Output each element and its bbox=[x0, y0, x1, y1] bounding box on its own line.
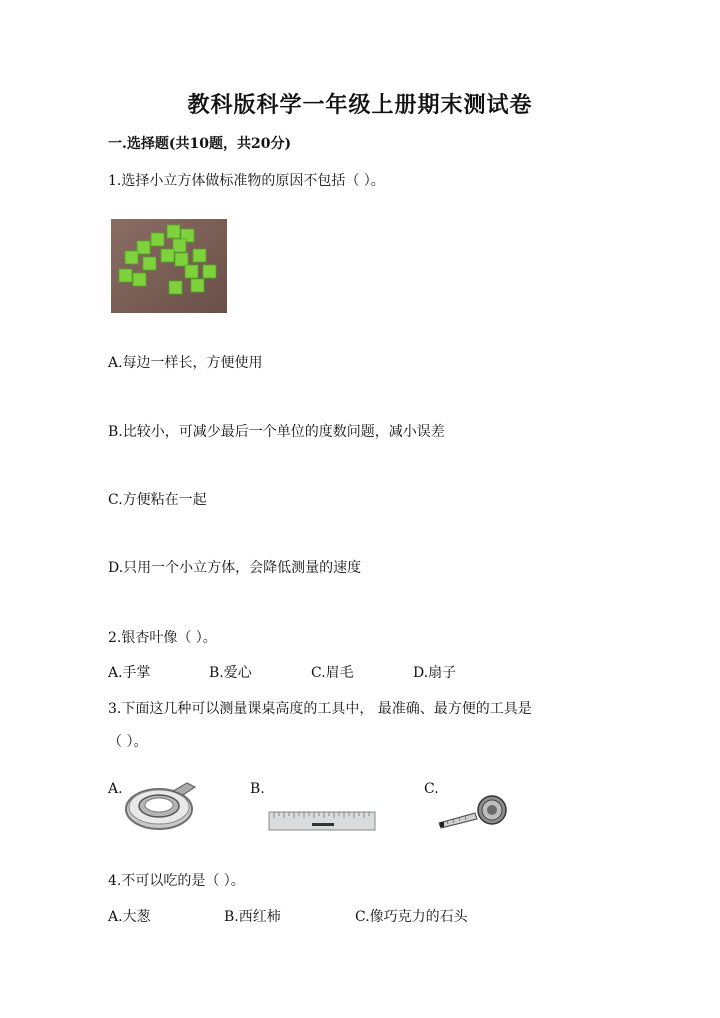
question-4-option-b: B.西红柿 bbox=[224, 909, 281, 925]
question-2-stem: 2.银杏叶像（ ）。 bbox=[108, 630, 217, 646]
ruler-icon bbox=[268, 810, 376, 832]
question-1-stem: 1.选择小立方体做标准物的原因不包括（ ）。 bbox=[108, 173, 385, 189]
question-3-option-b-label: B. bbox=[250, 781, 265, 797]
question-3-option-a-label: A. bbox=[108, 781, 123, 797]
green-cubes-photo bbox=[111, 219, 227, 313]
question-3-stem-line1: 3.下面这几种可以测量课桌高度的工具中， 最准确、最方便的工具是 bbox=[108, 701, 532, 717]
question-2-option-a: A.手掌 bbox=[108, 665, 151, 681]
question-1-option-c: C.方便粘在一起 bbox=[108, 492, 207, 508]
question-4-stem: 4.不可以吃的是（ ）。 bbox=[108, 873, 245, 889]
soft-tape-measure-icon bbox=[437, 793, 509, 829]
question-3-option-c-label: C. bbox=[424, 781, 439, 797]
question-4-option-a: A.大葱 bbox=[108, 909, 151, 925]
question-2-option-b: B.爱心 bbox=[209, 665, 252, 681]
question-1-option-a: A.每边一样长，方便使用 bbox=[108, 355, 263, 371]
question-2-option-c: C.眉毛 bbox=[311, 665, 354, 681]
question-1-option-b: B.比较小，可减少最后一个单位的度数问题，减小误差 bbox=[108, 424, 445, 440]
question-3-stem-line2: （ ）。 bbox=[108, 734, 148, 750]
question-2-option-d: D.扇子 bbox=[413, 665, 457, 681]
tape-measure-roll-icon bbox=[123, 777, 197, 835]
question-4-option-c: C.像巧克力的石头 bbox=[355, 909, 468, 925]
question-1-option-d: D.只用一个小立方体，会降低测量的速度 bbox=[108, 560, 362, 576]
page-title: 教科版科学一年级上册期末测试卷 bbox=[187, 92, 533, 118]
section-heading: 一.选择题(共10题，共20分) bbox=[108, 136, 292, 152]
